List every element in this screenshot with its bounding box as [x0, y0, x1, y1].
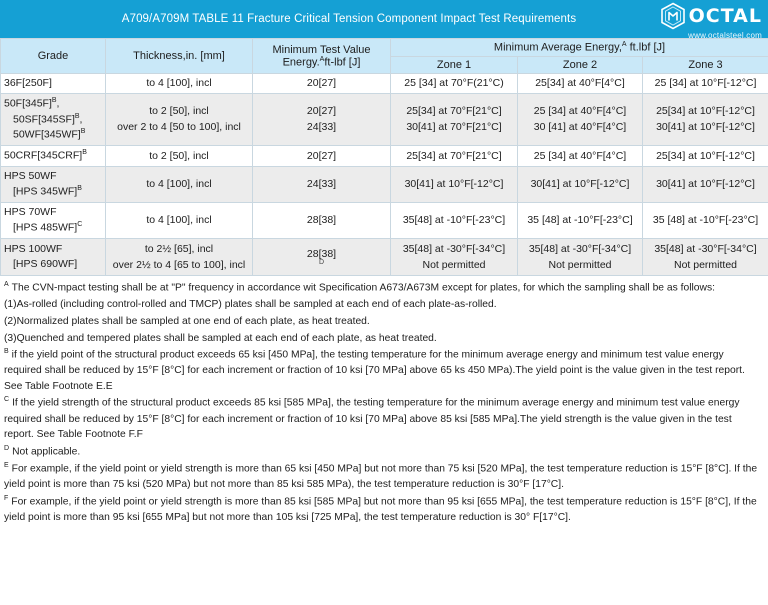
footnote — [4, 461, 762, 493]
cell-zone-3-line: 35 [48] at -10°F[-23°C] — [652, 214, 759, 227]
cell-zone-3-line: 35[48] at -30°F[-34°C] — [654, 242, 757, 255]
footnote — [4, 444, 762, 460]
cell-zone-3-line: 30[41] at 10°F[-12°C] — [656, 178, 755, 191]
cell-zone-2 — [518, 146, 643, 167]
cell-zone-3-line: 25[34] at 10°F[-12°C] — [656, 149, 755, 162]
cell-zone-1-line: 30[41] at 10°F[-12°C] — [404, 178, 504, 191]
footnote-marker: B — [4, 348, 9, 356]
min-avg-energy-pre: Minimum Average Energy, — [493, 41, 622, 54]
cell-min-test-value — [253, 73, 391, 93]
grade-line: [HPS 690WF] — [13, 257, 78, 270]
grade-line: HPS 70WF — [4, 205, 57, 218]
cell-grade — [1, 146, 106, 167]
cell-thickness-line: over 2 to 4 [50 to 100], incl — [117, 121, 241, 134]
cell-thickness-line: to 2 [50], incl — [149, 149, 209, 162]
grade-line: [HPS 345WF]$^B$ — [13, 184, 82, 198]
cell-zone-3-line: Not permitted — [673, 258, 738, 271]
footnote-text: (1)As-rolled (including control-rolled and TMCP) plates shall be sampled at each end of each plate-as-rolled. — [4, 299, 497, 311]
cell-grade — [1, 93, 106, 145]
cell-thickness-line: to 4 [100], incl — [146, 214, 212, 227]
grade-line: $50WF[345WF]^B$ — [13, 128, 86, 141]
cell-min-test-value-line: 24[33] — [306, 178, 337, 191]
footnote — [4, 314, 762, 330]
table-row — [1, 73, 768, 93]
cell-zone-2 — [518, 166, 643, 202]
cell-zone-1-line: Not permitted — [422, 258, 486, 271]
cell-zone-2-line: 25[34] at 40°F[4°C] — [535, 77, 625, 90]
footnote-ref-a: A — [319, 55, 325, 63]
cell-zone-2 — [518, 238, 643, 276]
cell-thickness — [106, 166, 253, 202]
cell-thickness-line: to 2 [50], incl — [149, 105, 209, 118]
cell-zone-3 — [643, 93, 768, 145]
col-header-zone-3: Zone 3 — [643, 56, 768, 73]
cell-zone-2-line: 25 [34] at 40°F[4°C] — [533, 105, 627, 118]
footnote-text: (3)Quenched and tempered plates shall be sampled at each end of each plate, as heat treated. — [4, 332, 437, 344]
grade-line: $50F[345F]^B$, — [4, 96, 60, 110]
table-row — [1, 146, 768, 167]
brand-name: OCTAL — [688, 4, 762, 27]
footnote — [4, 395, 762, 442]
cell-grade — [1, 166, 106, 202]
table-row — [1, 238, 768, 276]
col-header-min-avg-energy — [391, 39, 768, 57]
octal-logo — [660, 2, 762, 40]
cell-zone-1 — [391, 93, 518, 145]
footnote-marker: A — [4, 281, 9, 289]
cell-min-test-value-line: 20[27] — [306, 105, 337, 118]
cell-zone-1-line: 25[34] at 70°F[21°C] — [406, 105, 502, 118]
footnote — [4, 494, 762, 526]
cell-zone-2 — [518, 202, 643, 238]
cell-zone-1-line: 25 [34] at 70°F(21°C) — [404, 77, 504, 90]
page-title: A709/A709M TABLE 11 Fracture Critical Tension Component Impact Test Requirements — [121, 13, 577, 25]
cell-zone-1 — [391, 73, 518, 93]
footnote-ref: B — [77, 184, 82, 192]
cell-thickness-line: to 4 [100], incl — [146, 178, 212, 191]
table-body — [1, 73, 768, 276]
cell-zone-2-line: 30[41] at 10°F[-12°C] — [530, 178, 630, 191]
col-header-min-test-value — [253, 39, 391, 74]
cell-zone-3 — [643, 202, 768, 238]
grade-line: $50SF[345SF]^B$, — [13, 112, 83, 126]
cell-min-test-value-line: 20[27] — [306, 149, 337, 162]
footnote-ref: B — [74, 112, 80, 120]
footnote-text: Not applicable. — [12, 446, 81, 458]
hexagon-logo-icon — [660, 2, 686, 30]
cell-zone-3 — [643, 146, 768, 167]
title-band — [0, 0, 768, 38]
cell-zone-1-line: 30[41] at 70°F[21°C] — [406, 121, 502, 134]
min-test-value-line1: Minimum Test Value — [272, 43, 371, 56]
grade-line: HPS 100WF — [4, 242, 63, 255]
cell-min-test-value — [253, 93, 391, 145]
cell-grade — [1, 238, 106, 276]
cell-min-test-value-line: 20[27] — [306, 77, 337, 90]
cell-zone-3 — [643, 238, 768, 276]
header-row-1 — [1, 39, 768, 57]
cell-thickness — [106, 73, 253, 93]
cell-min-test-value-line: 24[33] — [306, 121, 337, 134]
min-test-value-line2-post: ft-lbf [J] — [324, 56, 361, 69]
col-header-zone-2: Zone 2 — [518, 56, 643, 73]
footnote — [4, 297, 762, 313]
footnote — [4, 331, 762, 347]
cell-min-test-value-line: 28[38] — [306, 214, 337, 227]
table-row — [1, 202, 768, 238]
cell-grade — [1, 202, 106, 238]
grade-line: HPS 50WF — [4, 169, 57, 182]
col-header-zone-1: Zone 1 — [391, 56, 518, 73]
col-header-thickness: Thickness,in. [mm] — [106, 39, 253, 74]
footnote-ref-d: D — [318, 258, 325, 266]
table-head — [1, 39, 768, 74]
grade-line: [HPS 485WF]$^C$ — [13, 220, 83, 234]
cell-zone-2 — [518, 73, 643, 93]
cell-zone-2-line: 25 [34] at 40°F[4°C] — [533, 149, 627, 162]
footnote-text: The CVN-mpact testing shall be at "P" frequency in accordance wit Specification A673/A673M except for plates, for which the sampling shall be as follows: — [11, 282, 715, 294]
cell-zone-1 — [391, 166, 518, 202]
cell-zone-2-line: Not permitted — [548, 258, 612, 271]
footnote-text: For example, if the yield point or yield strength is more than 65 ksi [450 MPa] but not more than 75 ksi [520 MPa], the test temperature reduction is 15°F [8°C]. If the yield point is more than 75 ksi (520 MPa) but not more than 85 ksi 585 MPa), the test temperature reduction is 30°F [17°C]. — [4, 463, 758, 490]
cell-zone-1 — [391, 238, 518, 276]
footnote-ref: B — [82, 149, 87, 157]
cell-thickness — [106, 93, 253, 145]
grade-line: 36F[250F] — [4, 76, 52, 89]
footnote-ref: B — [80, 128, 86, 136]
col-header-grade: Grade — [1, 39, 106, 74]
cell-min-test-value — [253, 202, 391, 238]
table-row — [1, 166, 768, 202]
cell-thickness-line: over 2½ to 4 [65 to 100], incl — [112, 258, 246, 271]
cell-zone-1-line: 35[48] at -10°F[-23°C] — [402, 214, 506, 227]
cell-zone-1 — [391, 146, 518, 167]
cell-min-test-value-line: 28[38] — [306, 247, 337, 260]
footnote-text: if the yield point of the structural product exceeds 65 ksi [450 MPa], the testing temperature for the minimum average energy and minimum test value energy required shall be reduced by 15°F [8°C] for each increment or fraction of 10 ksi [70 MPa] above 65 ks 450 MPa).The yield point is the value given in the test report. See Table Footnote E.E — [4, 349, 745, 392]
brand-url: www.octalsteel.com — [688, 31, 762, 40]
footnote-marker: E — [4, 461, 9, 469]
footnote-text: If the yield strength of the structural product exceeds 85 ksi [585 MPa], the testing temperature for the minimum average energy and minimum test value energy required shall be reduced by 15°F [8°C] for each increment or fraction of 10 ksi [70 MPa] above 85 ksi [585 MPa].The yield strength is the value given in the test report. See Table Footnote F.F — [4, 397, 740, 441]
footnote-ref-a2: A — [621, 41, 627, 48]
cell-thickness — [106, 202, 253, 238]
table-row — [1, 93, 768, 145]
min-avg-energy-post: ft.lbf [J] — [629, 41, 666, 54]
footnote — [4, 347, 762, 394]
cell-zone-3 — [643, 166, 768, 202]
cell-zone-1-line: 35[48] at -30°F[-34°C] — [402, 242, 506, 255]
cell-zone-2-line: 35 [48] at -10°F[-23°C] — [527, 214, 633, 227]
cell-zone-3-line: 25 [34] at 10°F[-12°C] — [654, 77, 757, 90]
cell-thickness-line: to 2½ [65], incl — [144, 242, 214, 255]
cell-thickness — [106, 146, 253, 167]
cell-zone-3 — [643, 73, 768, 93]
footnote-marker: C — [4, 396, 10, 404]
footnote-marker: D — [4, 444, 10, 452]
footnote-text: For example, if the yield point or yield strength is more than 85 ksi [585 MPa] but not more than 95 ksi [655 MPa], the test temperature reduction is 15°F [8°C], If the yield point is more than 95 ksi [655 MPa] but not more than 105 ksi [725 MPa], the test temperature reduction is 30° F[17°C]. — [4, 496, 757, 523]
cell-min-test-value — [253, 146, 391, 167]
footnote-text: (2)Normalized plates shall be sampled at one end of each plate, as heat treated. — [4, 315, 370, 327]
cell-thickness-line: to 4 [100], incl — [146, 77, 212, 90]
min-test-value-line2-pre: Energy. — [282, 56, 320, 69]
impact-test-requirements-table — [0, 38, 768, 276]
footnote-marker: F — [4, 494, 9, 502]
cell-zone-3-line: 30[41] at 10°F[-12°C] — [656, 121, 755, 134]
cell-zone-2 — [518, 93, 643, 145]
cell-grade — [1, 73, 106, 93]
cell-zone-2-line: 30 [41] at 40°F[4°C] — [533, 121, 627, 134]
cell-min-test-value — [253, 166, 391, 202]
footnote-ref: B — [51, 96, 57, 104]
footnote-ref: C — [77, 220, 83, 228]
cell-min-test-value — [253, 238, 391, 276]
cell-zone-1-line: 25[34] at 70°F[21°C] — [406, 149, 502, 162]
cell-zone-1 — [391, 202, 518, 238]
cell-zone-2-line: 35[48] at -30°F[-34°C] — [528, 242, 632, 255]
cell-thickness — [106, 238, 253, 276]
grade-line: $50CRF[345CRF]^B$ — [4, 149, 87, 162]
cell-zone-3-line: 25[34] at 10°F[-12°C] — [656, 105, 755, 118]
footnote — [4, 280, 762, 296]
footnotes-section — [0, 276, 768, 525]
